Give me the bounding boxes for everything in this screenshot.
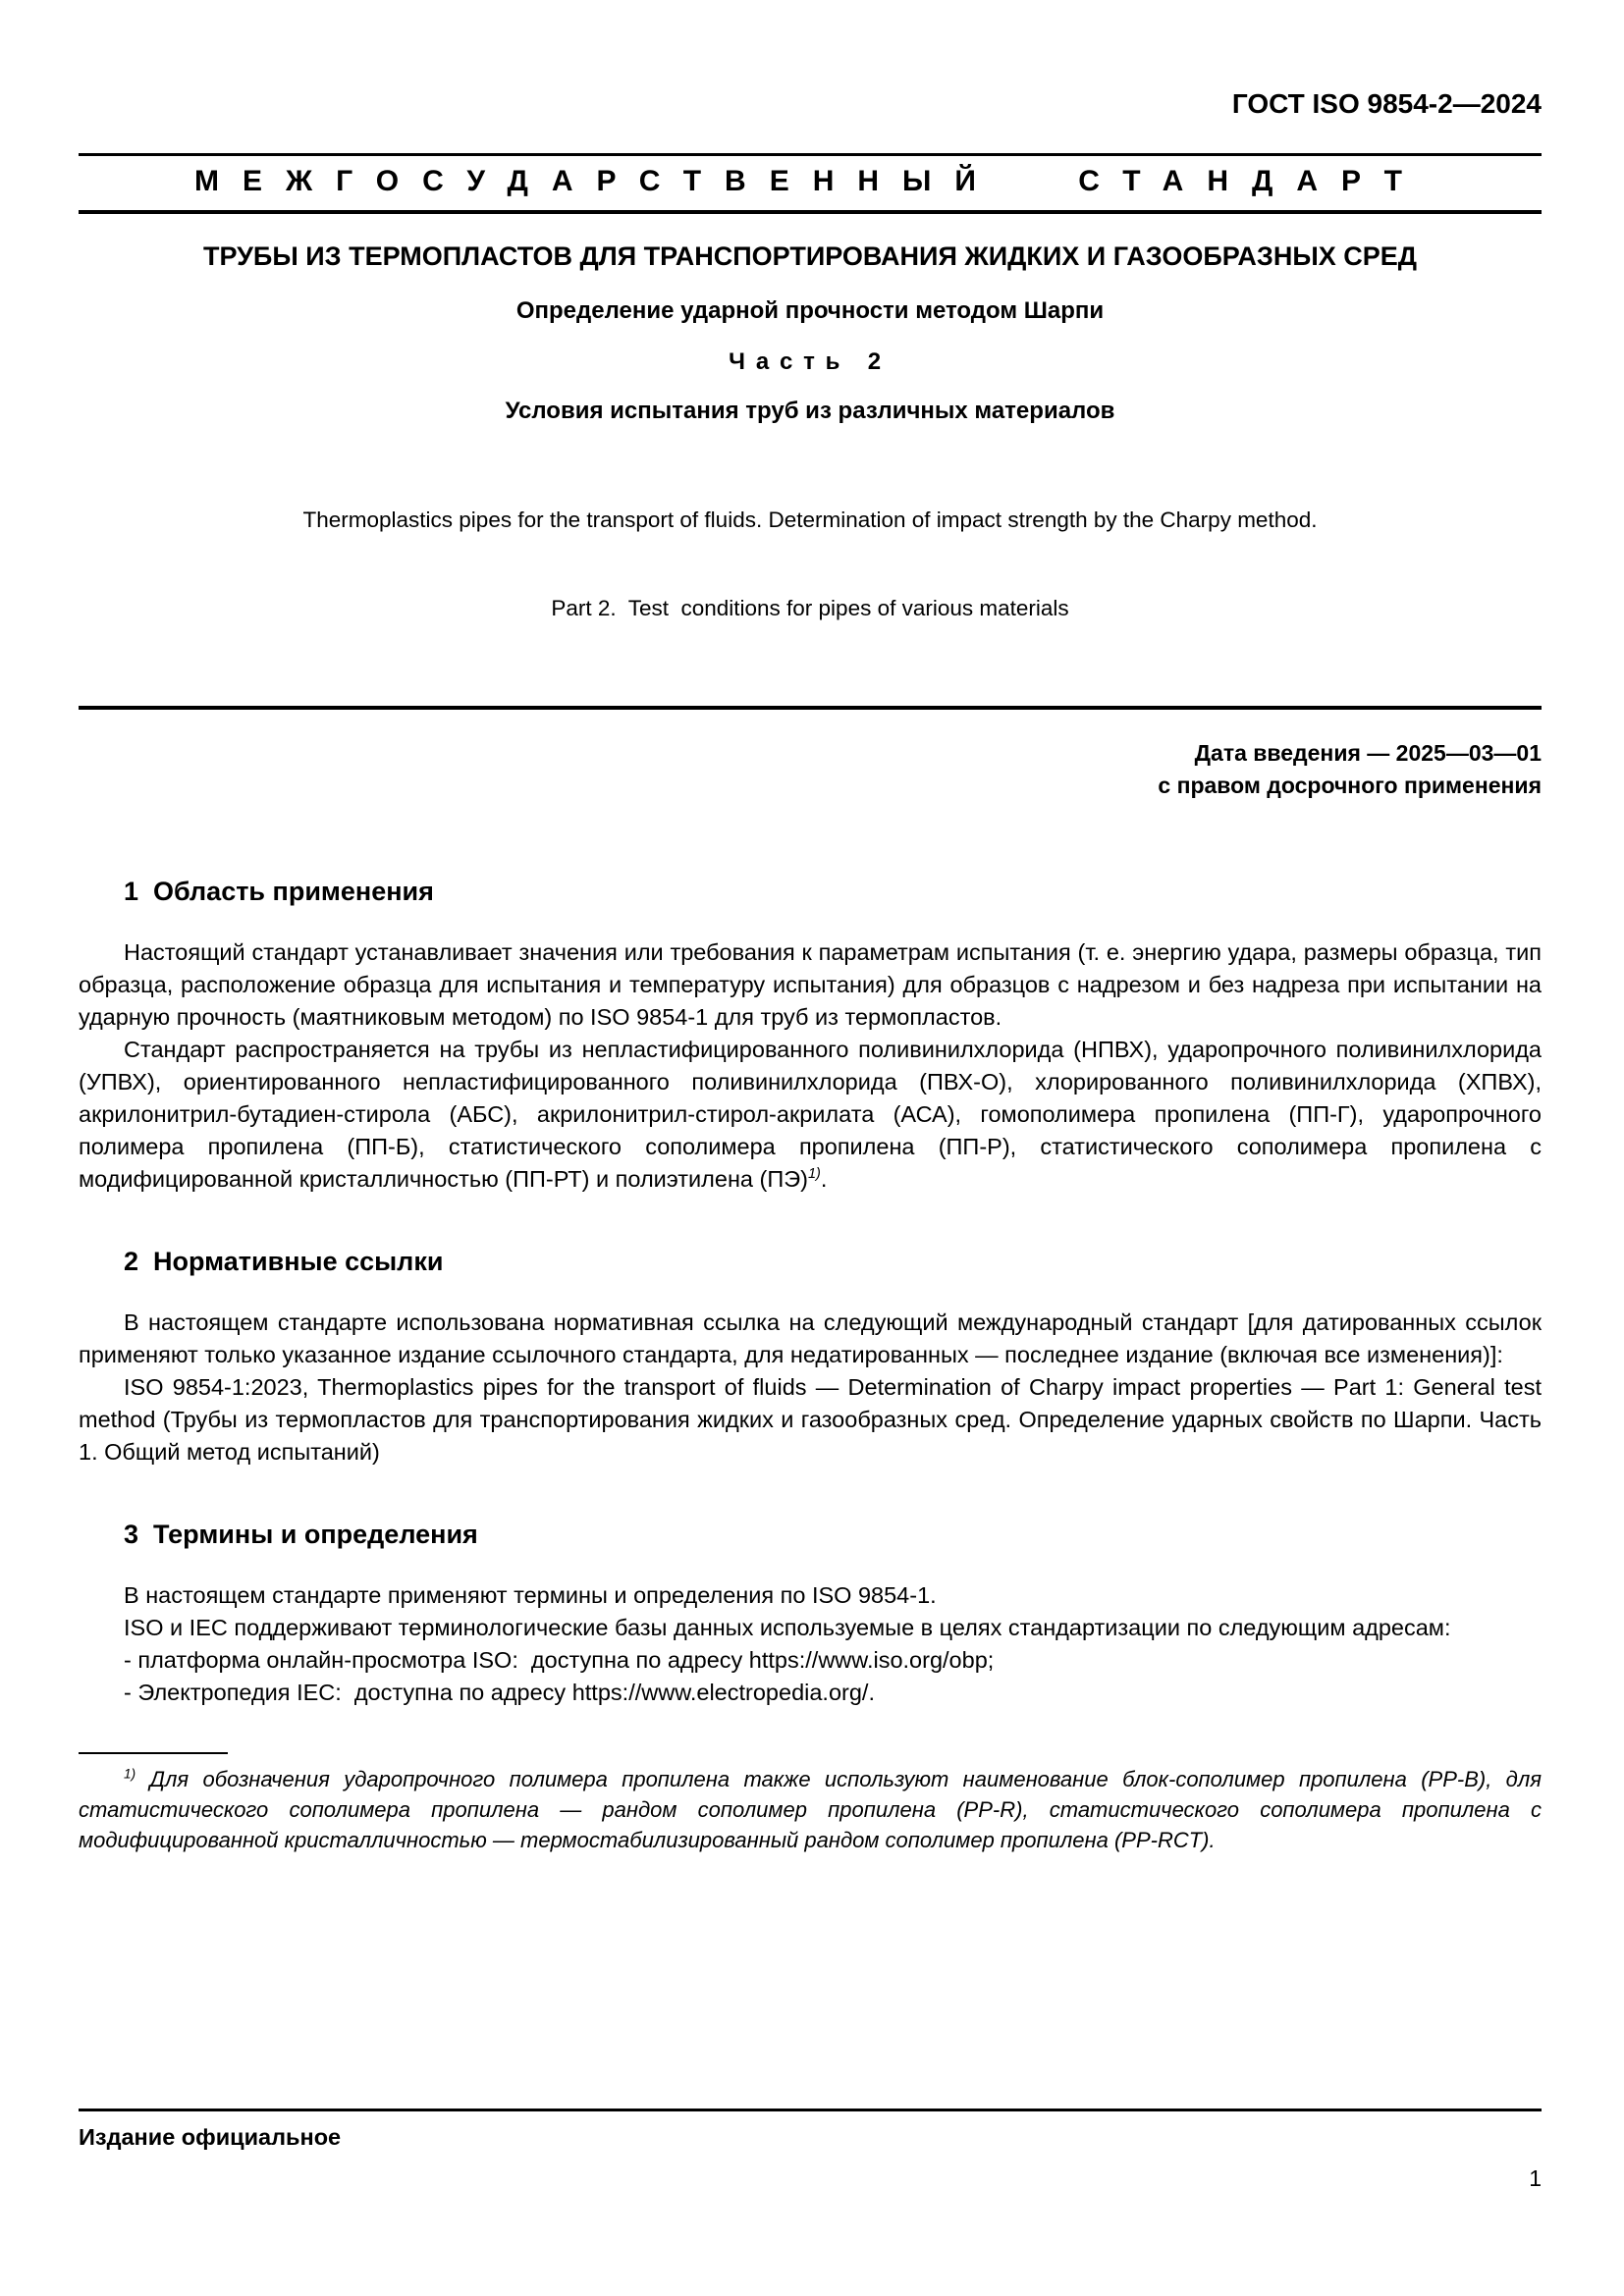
section-1-paragraph-2 bbox=[79, 1034, 1542, 1196]
section-3-bullet-iec: - Электропедия IEC: доступна по адресу https://www.electropedia.org/. bbox=[124, 1680, 875, 1705]
effective-date-line2: с правом досрочного применения bbox=[1158, 773, 1542, 798]
page-number: 1 bbox=[1529, 2165, 1542, 2191]
effective-date-block bbox=[79, 737, 1542, 802]
section-3-paragraph-1: В настоящем стандарте применяют термины и определения по ISO 9854-1. bbox=[124, 1582, 937, 1608]
edition-label: Издание официальное bbox=[79, 2124, 342, 2150]
section-1-paragraph-1: Настоящий стандарт устанавливает значения или требования к параметрам испытания (т. е. энергию удара, размеры образца, тип образца, расположение образца для испытания и температуру испытания) для образцов с надрезом и без надреза при испытании на ударную прочность (маятниковым методом) по ISO 9854-1 для труб из термопластов. bbox=[79, 939, 1542, 1030]
section-2-reference: ISO 9854-1:2023, Thermoplastics pipes for the transport of fluids — Determination of Charpy impact properties — Part 1: General test method (Трубы из термопластов для транспортирования жидких и газообразных сред. Определение ударных свойств по Шарпи. Часть 1. Общий метод испытаний) bbox=[79, 1374, 1542, 1465]
footer-rule bbox=[79, 2109, 1542, 2111]
part-label: Часть 2 bbox=[729, 348, 892, 375]
footnote-number: 1) bbox=[124, 1766, 136, 1782]
standard-banner bbox=[79, 153, 1542, 214]
footnote-body: Для обозначения ударопрочного полимера пропилена также используют наименование блок-сополимер пропилена (PP-B), для статистического сополимера пропилена — рандом сополимер пропилена (PP-R), статистического сополимера пропилена с модифицированной кристалличностью — термостабилизированный рандом сополимер пропилена (PP-RCT). bbox=[79, 1767, 1542, 1852]
page-content bbox=[79, 0, 1542, 1877]
english-title-line1: Thermoplastics pipes for the transport of fluids. Determination of impact strength by the Charpy method. bbox=[302, 507, 1318, 532]
section-1-paragraph-2-text: Стандарт распространяется на трубы из непластифицированного поливинилхлорида (НПВХ), ударопрочного поливинилхлорида (УПВХ), ориентированного непластифицированного поливинилхлорида (ПВХ-О), хлорированного поливинилхлорида (ХПВХ), акрилонитрил-бутадиен-стирола (АБС), акрилонитрил-стирол-акрилата (АСА), гомополимера пропилена (ПП-Г), ударопрочного полимера пропилена (ПП-Б), статистического сополимера пропилена (ПП-Р), статистического сополимера пропилена с модифицированной кристалличностью (ПП-РТ) и полиэтилена (ПЭ) bbox=[79, 1037, 1542, 1192]
section-2-heading: 2 Нормативные ссылки bbox=[124, 1247, 444, 1276]
section-3-bullet-iso: - платформа онлайн-просмотра ISO: доступна по адресу https://www.iso.org/obp; bbox=[124, 1647, 995, 1673]
footnote-reference-mark: 1) bbox=[807, 1166, 821, 1183]
footnote-text bbox=[79, 1764, 1542, 1855]
english-title bbox=[79, 447, 1542, 682]
part-title: Условия испытания труб из различных материалов bbox=[505, 398, 1115, 424]
section-3-paragraph-2: ISO и IEC поддерживают терминологические базы данных используемые в целях стандартизации по следующим адресам: bbox=[124, 1615, 1451, 1640]
title-divider-rule bbox=[79, 706, 1542, 710]
doc-code: ГОСТ ISO 9854-2—2024 bbox=[1231, 88, 1542, 119]
standard-banner-text: МЕЖГОСУДАРСТВЕННЫЙ СТАНДАРТ bbox=[194, 165, 1426, 197]
section-2-paragraph-1: В настоящем стандарте использована нормативная ссылка на следующий международный стандарт [для датированных ссылок применяют только указанное издание ссылочного стандарта, для недатированных — последнее издание (включая все изменения)]: bbox=[79, 1309, 1542, 1367]
english-title-line2: Part 2. Test conditions for pipes of various materials bbox=[551, 596, 1069, 620]
section-1-heading: 1 Область применения bbox=[124, 877, 434, 906]
section-1-paragraph-2-end: . bbox=[820, 1166, 828, 1192]
footnote-separator-rule bbox=[79, 1752, 228, 1754]
document-subtitle: Определение ударной прочности методом Шарпи bbox=[515, 297, 1105, 324]
section-3-heading: 3 Термины и определения bbox=[124, 1520, 478, 1549]
effective-date-line1: Дата введения — 2025—03—01 bbox=[1194, 740, 1542, 766]
document-title: ТРУБЫ ИЗ ТЕРМОПЛАСТОВ ДЛЯ ТРАНСПОРТИРОВАНИЯ ЖИДКИХ И ГАЗООБРАЗНЫХ СРЕД bbox=[202, 241, 1418, 271]
